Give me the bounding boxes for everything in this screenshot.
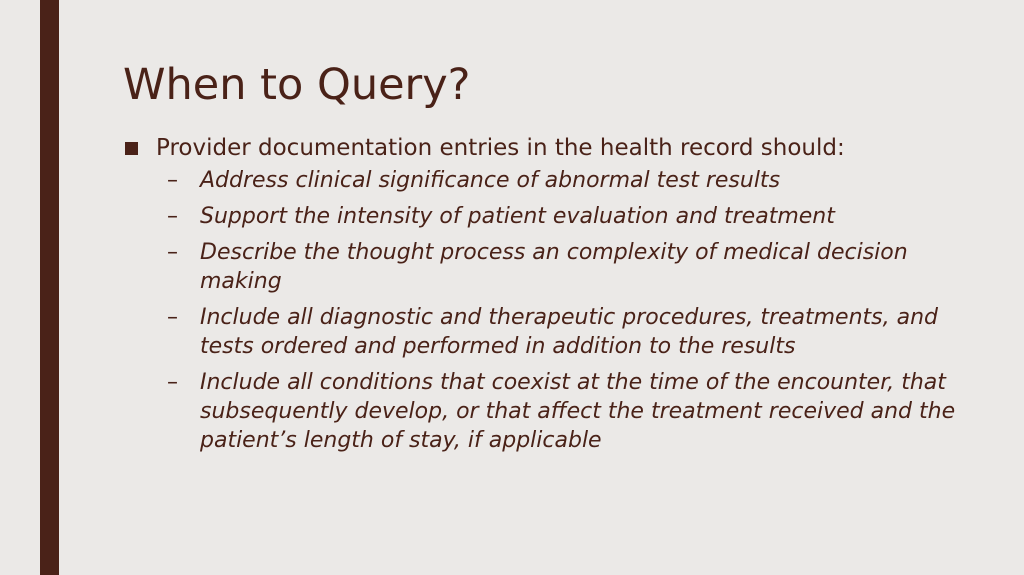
square-bullet-icon xyxy=(125,142,138,155)
sub-bullet-text: Include all conditions that coexist at the time of the encounter, that subsequently develop, or that affect the treatment received and the patient’s length of stay, if applicable xyxy=(200,370,956,453)
sub-bullet-text: Support the intensity of patient evaluation and treatment xyxy=(200,204,835,229)
sub-bullet-item xyxy=(125,202,975,231)
accent-bar xyxy=(40,0,59,575)
slide-body xyxy=(125,133,975,462)
sub-bullet-item xyxy=(125,368,975,455)
dash-marker: – xyxy=(167,240,178,265)
dash-marker: – xyxy=(167,204,178,229)
sub-bullet-text: Address clinical significance of abnormal test results xyxy=(200,168,781,193)
sub-bullet-text: Describe the thought process an complexity of medical decision making xyxy=(200,240,908,294)
slide-title: When to Query? xyxy=(123,60,471,110)
sub-bullet-item xyxy=(125,238,975,296)
dash-marker: – xyxy=(167,370,178,395)
main-bullet-text: Provider documentation entries in the health record should: xyxy=(156,135,845,161)
sub-bullet-list xyxy=(125,166,975,455)
sub-bullet-item xyxy=(125,303,975,361)
sub-bullet-text: Include all diagnostic and therapeutic procedures, treatments, and tests ordered and performed in addition to the results xyxy=(200,305,938,359)
main-bullet-item xyxy=(125,133,975,163)
sub-bullet-item xyxy=(125,166,975,195)
dash-marker: – xyxy=(167,305,178,330)
dash-marker: – xyxy=(167,168,178,193)
